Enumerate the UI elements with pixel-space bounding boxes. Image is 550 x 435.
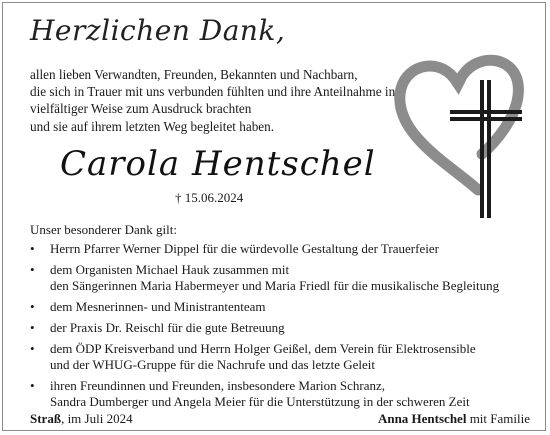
list-item-line: den Sängerinnen Maria Habermeyer und Maria Friedl für die musikalische Begleitung [50, 278, 500, 293]
list-item-line: und der WHUG-Gruppe für die Nachrufe und das letzte Geleit [50, 357, 375, 372]
list-item [30, 378, 499, 410]
bullet: • [30, 378, 35, 393]
death-date: † 15.06.2024 [175, 190, 244, 205]
signer-suffix: mit Familie [466, 411, 530, 426]
list-item-line: dem ÖDP Kreisverband und Herrn Holger Geißel, dem Verein für Elektrosensible [50, 341, 476, 356]
signer-name: Anna Hentschel [377, 411, 467, 426]
thanks-heading: Herzlichen Dank, [30, 14, 286, 47]
list-item-line: dem Mesnerinnen- und Ministrantenteam [50, 299, 266, 314]
bullet: • [30, 341, 35, 356]
list-item-line: dem Organisten Michael Hauk zusammen mit [50, 262, 290, 277]
date: , im Juli 2024 [61, 411, 133, 426]
thanks-title: Unser besonderer Dank gilt: [30, 222, 177, 237]
heart-outline [400, 60, 519, 190]
intro-line: und sie auf ihrem letzten Weg begleitet haben. [30, 118, 275, 134]
list-item-line: der Praxis Dr. Reischl für die gute Betreuung [50, 320, 285, 335]
deceased-name: Carola Hentschel [60, 144, 376, 184]
cross-vertical-bar [487, 80, 491, 218]
list-item [30, 262, 499, 294]
intro-text [30, 66, 395, 135]
cross-horizontal-bar [450, 110, 522, 114]
list-item [30, 320, 499, 336]
list-item [30, 241, 499, 257]
cross-vertical-bar [480, 80, 484, 218]
bullet: • [30, 262, 35, 277]
signature [378, 411, 530, 427]
bullet: • [30, 299, 35, 314]
bullet: • [30, 241, 35, 256]
bullet: • [30, 320, 35, 335]
list-item [30, 341, 499, 373]
intro-line: die sich in Trauer mit uns verbunden fühlten und ihre Anteilnahme in [30, 84, 396, 100]
heart-cross-icon [392, 38, 524, 220]
cross-horizontal-bar [450, 117, 522, 121]
intro-line: vielfältiger Weise zum Ausdruck brachten [30, 101, 252, 117]
list-item-line: ihren Freundinnen und Freunden, insbesondere Marion Schranz, [50, 378, 386, 393]
place-date [30, 411, 133, 427]
place: Straß [30, 411, 62, 426]
intro-line: allen lieben Verwandten, Freunden, Bekannten und Nachbarn, [30, 67, 358, 82]
list-item-line: Herrn Pfarrer Werner Dippel für die würdevolle Gestaltung der Trauerfeier [50, 241, 439, 256]
list-item-line: Sandra Dumberger und Angela Meier für die Unterstützung in der schweren Zeit [50, 394, 470, 409]
list-item [30, 299, 499, 315]
thanks-list [30, 241, 499, 415]
